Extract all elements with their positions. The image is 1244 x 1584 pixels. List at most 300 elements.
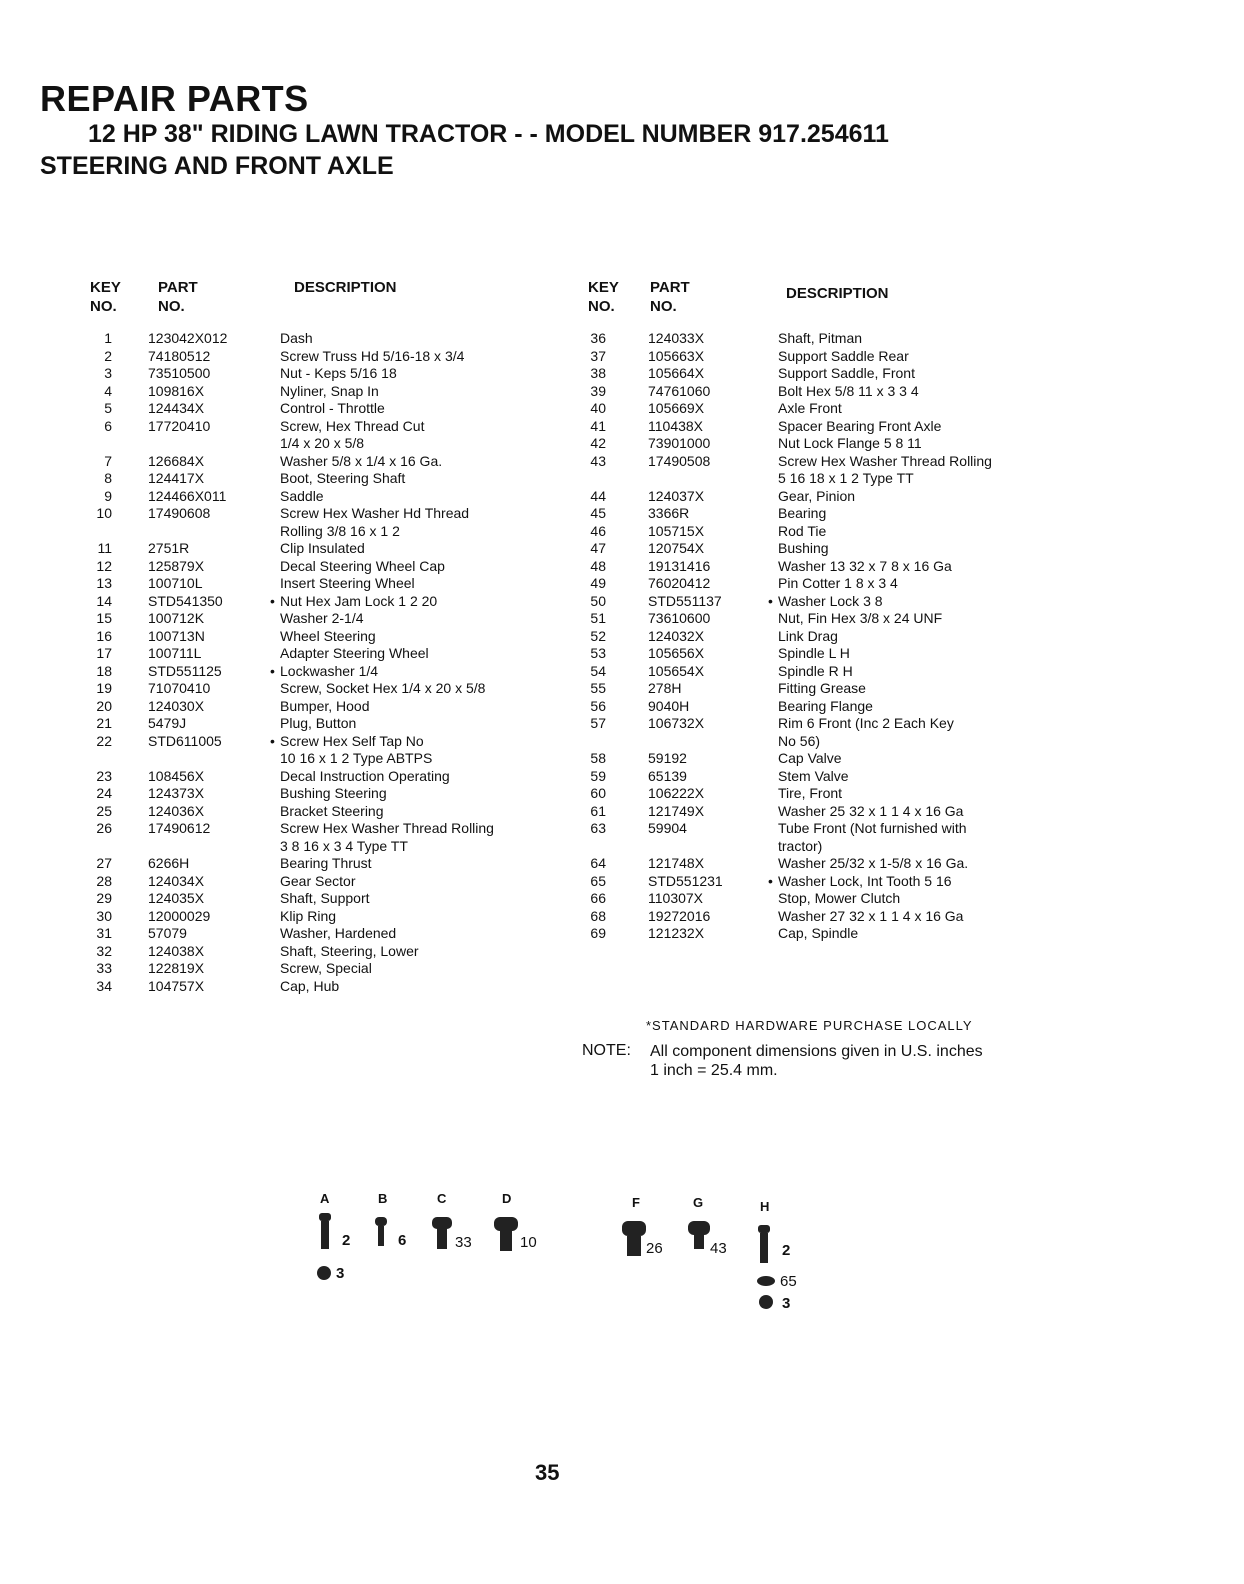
- description-line: Control - Throttle: [280, 400, 385, 416]
- table-row: [82, 610, 572, 628]
- table-row: [580, 593, 1060, 611]
- standard-hardware-marker: •: [768, 872, 773, 889]
- description-line: Screw Hex Washer Thread Rolling: [280, 820, 494, 836]
- part-number: 74761060: [648, 382, 711, 399]
- description-line: Stem Valve: [778, 767, 849, 784]
- part-description: [280, 418, 424, 453]
- part-description: [778, 820, 967, 855]
- key-number: 38: [590, 365, 606, 381]
- description-line: Bracket Steering: [280, 802, 384, 819]
- description-line: Tube Front (Not furnished with: [778, 820, 967, 836]
- part-description: [778, 558, 952, 576]
- part-number: 104757X: [148, 977, 205, 994]
- key-number: 2: [104, 347, 112, 364]
- description-line: Cap, Spindle: [778, 925, 859, 941]
- table-row: [580, 348, 1060, 366]
- description-line: Saddle: [280, 487, 324, 504]
- key-number: 55: [590, 680, 606, 696]
- table-row: [82, 488, 572, 506]
- description-line: Nut Hex Jam Lock 1 2 20: [280, 592, 438, 609]
- description-line: Washer Lock 3 8: [778, 592, 883, 609]
- description-line: Bumper, Hood: [280, 697, 370, 714]
- table-row: [82, 593, 572, 611]
- table-row: [580, 628, 1060, 646]
- description-line: Plug, Button: [280, 715, 357, 731]
- description-line: No 56): [778, 732, 821, 749]
- description-line: Washer 13 32 x 7 8 x 16 Ga: [778, 557, 952, 574]
- description-line: Nut - Keps 5/16 18: [280, 365, 397, 381]
- part-description: [280, 628, 376, 646]
- table-row: [82, 558, 572, 576]
- table-row: [580, 715, 1060, 750]
- key-number: 34: [96, 977, 112, 994]
- description-line: Fitting Grease: [778, 680, 866, 696]
- table-body: [580, 330, 1060, 943]
- part-description: [280, 890, 370, 908]
- part-description: [778, 400, 842, 418]
- description-line: Adapter Steering Wheel: [280, 645, 429, 661]
- description-line: Screw, Socket Hex 1/4 x 20 x 5/8: [280, 680, 486, 696]
- part-description: [280, 400, 385, 418]
- part-description: [280, 383, 379, 401]
- table-row: [82, 908, 572, 926]
- description-line: Pin Cotter 1 8 x 3 4: [778, 575, 898, 591]
- part-description: [280, 330, 313, 348]
- description-line: Cap Valve: [778, 750, 842, 766]
- part-description: [280, 488, 324, 506]
- part-description: [778, 383, 919, 401]
- description-line: Gear Sector: [280, 872, 356, 889]
- key-number: 11: [97, 540, 112, 556]
- description-line: Wheel Steering: [280, 627, 376, 644]
- part-description: [778, 365, 915, 383]
- table-row: [580, 330, 1060, 348]
- table-row: [580, 820, 1060, 855]
- table-row: [580, 435, 1060, 453]
- key-number: 59: [590, 767, 606, 784]
- part-description: [280, 575, 415, 593]
- table-row: [580, 855, 1060, 873]
- description-line: Shaft, Pitman: [778, 330, 863, 346]
- key-number: 69: [590, 925, 606, 941]
- description-line: Washer 25 32 x 1 1 4 x 16 Ga: [778, 802, 964, 819]
- description-line: Bushing: [778, 540, 829, 556]
- part-number: 278H: [648, 680, 682, 696]
- part-number: 100713N: [148, 627, 205, 644]
- table-row: [580, 908, 1060, 926]
- key-number: 53: [590, 645, 606, 661]
- description-line: Dash: [280, 330, 313, 346]
- part-number: 124035X: [148, 890, 205, 906]
- description-line: tractor): [778, 837, 823, 854]
- hardware-qty: 6: [398, 1232, 407, 1249]
- key-number: 23: [96, 767, 112, 784]
- key-number: 52: [590, 627, 606, 644]
- part-number: 17490612: [148, 820, 211, 836]
- key-number: 15: [96, 610, 112, 626]
- key-number: 27: [96, 855, 112, 871]
- part-description: [778, 488, 855, 506]
- part-description: [778, 540, 829, 558]
- hardware-qty: 10: [520, 1234, 537, 1251]
- part-number: 105669X: [648, 400, 705, 416]
- table-row: [82, 400, 572, 418]
- hardware-b: [375, 1191, 406, 1249]
- part-number: 106222X: [648, 785, 705, 801]
- header-key: KEY NO.: [90, 279, 121, 315]
- part-description: [280, 645, 429, 663]
- description-line: Rolling 3/8 16 x 1 2: [280, 522, 400, 539]
- hardware-letter: C: [437, 1191, 447, 1206]
- table-row: [580, 575, 1060, 593]
- part-number: 122819X: [148, 960, 205, 976]
- table-row: [82, 470, 572, 488]
- part-description: [778, 715, 954, 750]
- section-title: STEERING AND FRONT AXLE: [40, 152, 394, 180]
- part-description: [280, 855, 372, 873]
- part-number: 17490508: [648, 452, 711, 469]
- description-line: Screw Truss Hd 5/16-18 x 3/4: [280, 347, 465, 364]
- table-row: [580, 873, 1060, 891]
- table-row: [82, 365, 572, 383]
- description-line: Link Drag: [778, 627, 838, 644]
- part-number: 105715X: [648, 522, 705, 539]
- hardware-qty: 3: [336, 1265, 345, 1282]
- description-line: Rim 6 Front (Inc 2 Each Key: [778, 715, 954, 731]
- key-number: 30: [96, 907, 112, 924]
- part-number: 123042X012: [148, 330, 228, 346]
- table-row: [580, 680, 1060, 698]
- table-header: [580, 278, 1060, 330]
- key-number: 56: [590, 697, 606, 714]
- table-row: [580, 540, 1060, 558]
- hardware-qty: 65: [780, 1273, 797, 1290]
- part-description: [778, 750, 842, 768]
- part-description: [270, 592, 438, 611]
- table-row: [580, 768, 1060, 786]
- part-description: [778, 680, 866, 698]
- description-line: Washer Lock, Int Tooth 5 16: [778, 872, 952, 889]
- part-number: 105654X: [648, 662, 705, 679]
- table-row: [580, 453, 1060, 488]
- table-row: [580, 365, 1060, 383]
- description-line: Shaft, Steering, Lower: [280, 942, 419, 959]
- table-row: [82, 890, 572, 908]
- table-row: [82, 768, 572, 786]
- hardware-qty: 43: [710, 1240, 727, 1257]
- table-row: [580, 505, 1060, 523]
- part-description: [280, 698, 370, 716]
- part-description: [778, 698, 873, 716]
- part-description: [778, 523, 826, 541]
- part-number: 125879X: [148, 557, 205, 574]
- key-number: 63: [590, 820, 606, 836]
- part-description: [280, 365, 397, 383]
- description-line: 10 16 x 1 2 Type ABTPS: [280, 750, 433, 766]
- part-description: [778, 330, 862, 348]
- description-line: Tire, Front: [778, 785, 843, 801]
- part-number: 121749X: [648, 802, 705, 819]
- key-number: 20: [96, 697, 112, 714]
- part-description: [280, 978, 339, 996]
- part-description: [280, 715, 356, 733]
- description-line: Spacer Bearing Front Axle: [778, 417, 942, 434]
- table-row: [580, 523, 1060, 541]
- table-row: [82, 505, 572, 540]
- key-number: 18: [96, 662, 112, 679]
- description-line: Axle Front: [778, 400, 842, 416]
- description-line: Support Saddle Rear: [778, 347, 909, 364]
- part-description: [270, 662, 379, 681]
- header-description: DESCRIPTION: [294, 279, 397, 296]
- part-description: [280, 505, 469, 540]
- part-number: 59904: [648, 820, 687, 836]
- key-number: 31: [96, 925, 112, 941]
- part-description: [280, 943, 419, 961]
- key-number: 64: [590, 855, 606, 871]
- header-part: PART NO.: [158, 279, 198, 315]
- description-line: Shaft, Support: [280, 890, 370, 906]
- table-row: [580, 400, 1060, 418]
- part-number: 73610600: [648, 610, 711, 626]
- table-row: [580, 803, 1060, 821]
- part-number: 121232X: [648, 925, 705, 941]
- description-line: Nut Lock Flange 5 8 11: [778, 435, 922, 451]
- key-number: 24: [96, 785, 112, 801]
- description-line: Rod Tie: [778, 522, 827, 539]
- description-line: Klip Ring: [280, 907, 337, 924]
- description-line: Spindle L H: [778, 645, 850, 661]
- part-number: 57079: [148, 925, 187, 941]
- part-description: [778, 418, 941, 436]
- table-row: [82, 330, 572, 348]
- part-number: 124434X: [148, 400, 205, 416]
- description-line: Support Saddle, Front: [778, 365, 915, 381]
- hardware-d: [494, 1191, 537, 1251]
- table-row: [580, 558, 1060, 576]
- part-number: 106732X: [648, 715, 705, 731]
- description-line: Screw, Hex Thread Cut: [280, 417, 425, 434]
- hardware-qty: 2: [342, 1232, 351, 1249]
- part-description: [778, 768, 849, 786]
- table-row: [82, 943, 572, 961]
- hardware-letter: A: [320, 1191, 330, 1206]
- part-number: 73510500: [148, 365, 211, 381]
- hardware-a: [317, 1191, 350, 1282]
- part-number: 124030X: [148, 697, 205, 714]
- key-number: 5: [104, 400, 112, 416]
- key-number: 6: [104, 417, 112, 434]
- description-line: 5 16 18 x 1 2 Type TT: [778, 470, 914, 486]
- description-line: Washer 5/8 x 1/4 x 16 Ga.: [280, 452, 443, 469]
- key-number: 4: [104, 382, 112, 399]
- part-number: 71070410: [148, 680, 211, 696]
- header-description: DESCRIPTION: [786, 285, 889, 302]
- key-number: 66: [590, 890, 606, 906]
- part-number: STD551137: [648, 592, 722, 609]
- table-row: [82, 715, 572, 733]
- table-row: [82, 855, 572, 873]
- description-line: Screw Hex Washer Hd Thread: [280, 505, 470, 521]
- hardware-diagram: [0, 1185, 1244, 1325]
- page-title: REPAIR PARTS: [40, 78, 309, 119]
- part-description: [280, 960, 372, 978]
- description-line: Washer, Hardened: [280, 925, 397, 941]
- hardware-letter: B: [378, 1191, 388, 1206]
- part-description: [778, 925, 858, 943]
- table-row: [82, 820, 572, 855]
- key-number: 39: [590, 382, 606, 399]
- table-row: [82, 575, 572, 593]
- part-description: [280, 768, 450, 786]
- key-number: 26: [96, 820, 112, 836]
- part-number: 124417X: [148, 470, 205, 486]
- key-number: 25: [96, 802, 112, 819]
- standard-hardware-marker: •: [270, 662, 275, 679]
- table-row: [580, 418, 1060, 436]
- description-line: Stop, Mower Clutch: [778, 890, 901, 906]
- table-row: [82, 540, 572, 558]
- table-row: [580, 645, 1060, 663]
- description-line: Washer 25/32 x 1-5/8 x 16 Ga.: [778, 855, 969, 871]
- table-row: [82, 785, 572, 803]
- part-number: 17720410: [148, 417, 211, 434]
- part-description: [280, 348, 464, 366]
- part-description: [778, 855, 968, 873]
- hardware-g: [688, 1195, 727, 1257]
- part-description: [280, 908, 336, 926]
- key-number: 32: [96, 942, 112, 959]
- description-line: Bearing Thrust: [280, 855, 372, 871]
- part-description: [778, 435, 922, 453]
- table-row: [82, 960, 572, 978]
- part-number: 6266H: [148, 855, 190, 871]
- hardware-f: [622, 1195, 663, 1257]
- part-description: [778, 785, 842, 803]
- table-row: [580, 383, 1060, 401]
- part-description: [280, 873, 355, 891]
- key-number: 16: [96, 627, 112, 644]
- part-number: 124036X: [148, 802, 205, 819]
- page-subtitle: 12 HP 38" RIDING LAWN TRACTOR - - MODEL NUMBER 917.254611: [88, 120, 889, 148]
- table-row: [82, 698, 572, 716]
- key-number: 14: [96, 592, 112, 609]
- description-line: Bearing: [778, 505, 827, 521]
- key-number: 48: [590, 557, 606, 574]
- key-number: 3: [104, 365, 112, 381]
- part-number: 105663X: [648, 347, 705, 364]
- part-description: [280, 558, 445, 576]
- hardware-letter: H: [760, 1199, 770, 1214]
- table-row: [82, 628, 572, 646]
- key-number: 13: [96, 575, 112, 591]
- key-number: 47: [590, 540, 606, 556]
- part-description: [270, 732, 433, 768]
- table-row: [580, 785, 1060, 803]
- part-number: 105656X: [648, 645, 705, 661]
- part-number: 74180512: [148, 347, 211, 364]
- table-row: [82, 348, 572, 366]
- description-line: Screw, Special: [280, 960, 372, 976]
- table-row: [82, 680, 572, 698]
- part-number: 100711L: [148, 645, 202, 661]
- table-row: [82, 925, 572, 943]
- description-line: Bearing Flange: [778, 697, 873, 714]
- part-description: [778, 645, 850, 663]
- part-number: 109816X: [148, 382, 205, 399]
- hardware-letter: G: [693, 1195, 704, 1210]
- part-number: 17490608: [148, 505, 211, 521]
- part-description: [280, 540, 365, 558]
- part-number: 59192: [648, 750, 687, 766]
- part-number: 100710L: [148, 575, 203, 591]
- part-number: 124037X: [648, 487, 705, 504]
- hardware-h: [757, 1199, 797, 1312]
- key-number: 45: [590, 505, 606, 521]
- part-number: 19272016: [648, 907, 711, 924]
- part-description: [768, 592, 883, 611]
- key-number: 9: [104, 487, 112, 504]
- description-line: Screw Hex Self Tap No: [280, 732, 424, 749]
- key-number: 8: [104, 470, 112, 486]
- description-line: Spindle R H: [778, 662, 853, 679]
- hardware-qty: 33: [455, 1234, 472, 1251]
- key-number: 12: [96, 557, 112, 574]
- table-row: [82, 418, 572, 453]
- key-number: 29: [96, 890, 112, 906]
- part-description: [778, 348, 909, 366]
- part-number: 120754X: [648, 540, 705, 556]
- key-number: 44: [590, 487, 606, 504]
- part-number: 124033X: [648, 330, 705, 346]
- description-line: Insert Steering Wheel: [280, 575, 415, 591]
- key-number: 46: [590, 522, 606, 539]
- key-number: 61: [590, 802, 606, 819]
- key-number: 10: [96, 505, 112, 521]
- part-description: [280, 820, 494, 855]
- part-number: 110438X: [648, 417, 704, 434]
- standard-hardware-note: *STANDARD HARDWARE PURCHASE LOCALLY: [646, 1018, 973, 1033]
- standard-hardware-marker: •: [270, 592, 275, 609]
- standard-hardware-marker: •: [270, 732, 275, 749]
- part-number: 5479J: [148, 715, 187, 731]
- key-number: 22: [96, 732, 112, 749]
- part-description: [778, 663, 853, 681]
- key-number: 1: [104, 330, 112, 346]
- part-number: 76020412: [648, 575, 711, 591]
- part-number: STD541350: [148, 592, 223, 609]
- part-description: [280, 803, 384, 821]
- table-row: [580, 488, 1060, 506]
- standard-hardware-marker: •: [768, 592, 773, 609]
- part-number: 124038X: [148, 942, 205, 959]
- hardware-letter: F: [632, 1195, 640, 1210]
- description-line: Washer 2-1/4: [280, 610, 364, 626]
- part-number: STD551231: [648, 872, 723, 889]
- part-description: [778, 575, 898, 593]
- key-number: 36: [590, 330, 606, 346]
- part-number: 65139: [648, 767, 687, 784]
- key-number: 58: [590, 750, 606, 766]
- key-number: 7: [104, 452, 112, 469]
- parts-table-left: [82, 278, 572, 995]
- part-number: 19131416: [648, 557, 711, 574]
- description-line: Bolt Hex 5/8 11 x 3 3 4: [778, 382, 919, 399]
- part-number: STD611005: [148, 732, 222, 749]
- key-number: 42: [590, 435, 606, 451]
- part-number: 121748X: [648, 855, 705, 871]
- part-number: 124032X: [648, 627, 705, 644]
